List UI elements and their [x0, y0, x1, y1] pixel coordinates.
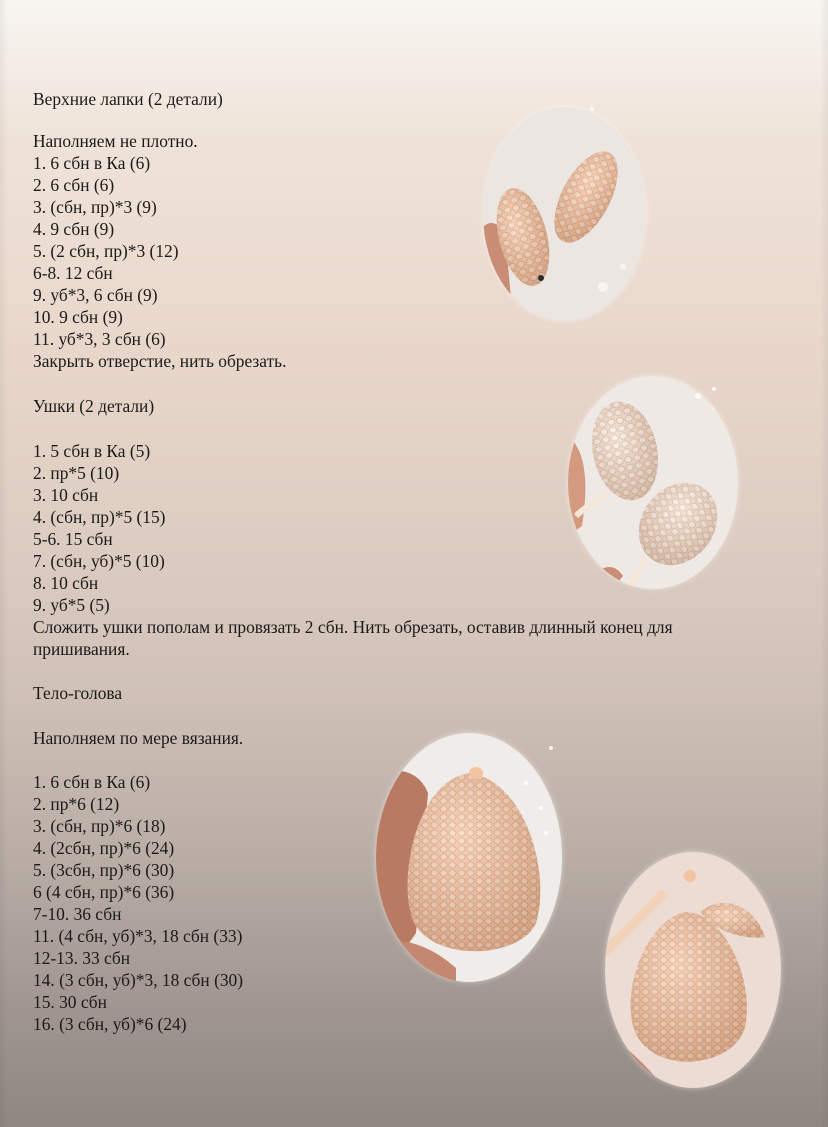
pattern-row: 12-13. 33 сбн [33, 948, 131, 968]
pattern-row: 1. 6 сбн в Ка (6) [33, 153, 151, 173]
section-title: Тело-голова [33, 683, 123, 703]
pattern-row: 2. пр*5 (10) [33, 463, 120, 483]
pattern-row: 4. 9 сбн (9) [33, 219, 115, 239]
pattern-row: 6 (4 сбн, пр)*6 (36) [33, 882, 175, 902]
section-closing-line: пришивания. [33, 639, 130, 659]
pattern-row: 9. уб*3, 6 сбн (9) [33, 285, 158, 305]
pattern-row: 2. 6 сбн (6) [33, 175, 115, 195]
section-note: Наполняем по мере вязания. [33, 728, 244, 748]
pattern-row: 11. уб*3, 3 сбн (6) [33, 329, 166, 349]
pattern-row: 6-8. 12 сбн [33, 263, 113, 283]
section-closing-line: Сложить ушки пополам и провязать 2 сбн. Нить обрезать, оставив длинный конец для [33, 617, 673, 637]
section-closing: Закрыть отверстие, нить обрезать. [33, 351, 287, 371]
section-title: Верхние лапки (2 детали) [33, 89, 223, 109]
pattern-row: 4. (2сбн, пр)*6 (24) [33, 838, 175, 858]
crocheted-body-with-ear-photo [605, 852, 781, 1088]
section-title: Ушки (2 детали) [33, 396, 155, 416]
pattern-row: 3. (сбн, пр)*6 (18) [33, 816, 166, 836]
pattern-row: 8. 10 сбн [33, 573, 99, 593]
section-note: Наполняем не плотно. [33, 131, 198, 151]
pattern-row: 3. (сбн, пр)*3 (9) [33, 197, 157, 217]
sparkle-icon [549, 746, 553, 750]
pattern-row: 11. (4 сбн, уб)*3, 18 сбн (33) [33, 926, 243, 946]
pattern-row: 5-6. 15 сбн [33, 529, 113, 549]
pattern-row: 7-10. 36 сбн [33, 904, 122, 924]
pattern-row: 2. пр*6 (12) [33, 794, 120, 814]
pattern-row: 16. (3 сбн, уб)*6 (24) [33, 1014, 187, 1034]
sparkle-icon [590, 107, 594, 111]
sparkle-icon [712, 387, 716, 391]
page-edge-left [0, 0, 8, 1127]
pattern-row: 1. 6 сбн в Ка (6) [33, 772, 151, 792]
pattern-row: 10. 9 сбн (9) [33, 307, 123, 327]
crocheted-ears-photo [568, 376, 738, 589]
crocheted-body-photo [376, 733, 562, 982]
pattern-row: 9. уб*5 (5) [33, 595, 110, 615]
page-edge-right [820, 0, 828, 1127]
pattern-row: 3. 10 сбн [33, 485, 99, 505]
pattern-row: 1. 5 сбн в Ка (5) [33, 441, 151, 461]
pattern-row: 5. (3сбн, пр)*6 (30) [33, 860, 175, 880]
pattern-row: 14. (3 сбн, уб)*3, 18 сбн (30) [33, 970, 244, 990]
pattern-row: 5. (2 сбн, пр)*3 (12) [33, 241, 179, 261]
crocheted-paws-photo [483, 107, 646, 321]
pattern-row: 4. (сбн, пр)*5 (15) [33, 507, 166, 527]
pattern-row: 7. (сбн, уб)*5 (10) [33, 551, 165, 571]
pattern-row: 15. 30 сбн [33, 992, 107, 1012]
